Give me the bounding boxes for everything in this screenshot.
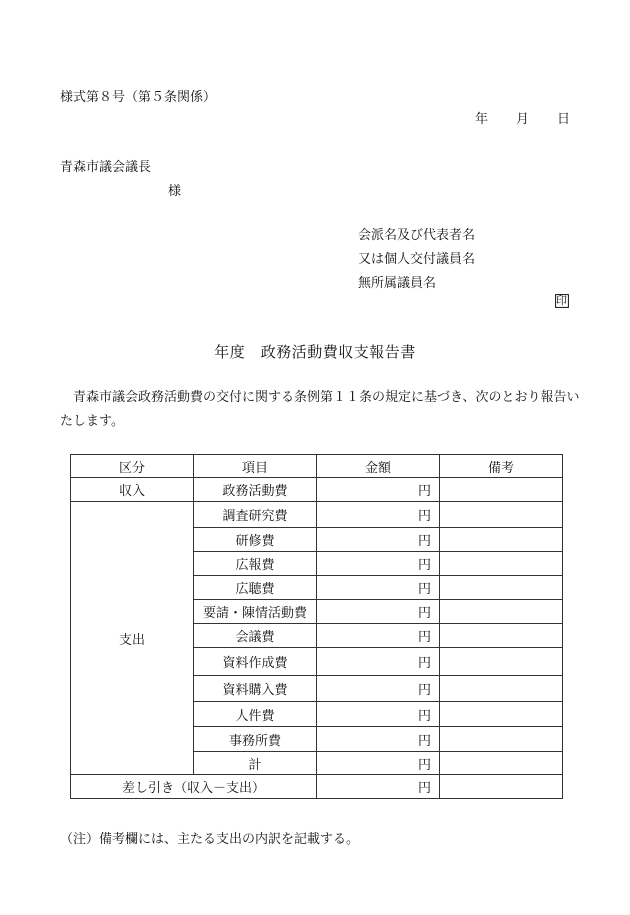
income-item-cell: 政務活動費 (194, 478, 317, 502)
amount-cell[interactable]: 円 (317, 478, 440, 502)
remarks-cell[interactable] (440, 624, 563, 648)
remarks-cell[interactable] (440, 576, 563, 600)
amount-cell[interactable]: 円 (317, 528, 440, 552)
sender-line-2: 又は個人交付議員名 (358, 252, 476, 267)
expense-item-cell: 要請・陳情活動費 (194, 600, 317, 624)
remarks-cell[interactable] (440, 528, 563, 552)
addressee-name: 青森市議会議長 (60, 160, 152, 175)
expense-item-cell: 会議費 (194, 624, 317, 648)
expense-item-cell: 資料作成費 (194, 648, 317, 676)
remarks-cell[interactable] (440, 727, 563, 752)
amount-cell[interactable]: 円 (317, 576, 440, 600)
remarks-cell[interactable] (440, 552, 563, 576)
remarks-cell[interactable] (440, 752, 563, 775)
amount-cell[interactable]: 円 (317, 624, 440, 648)
amount-cell[interactable]: 円 (317, 775, 440, 799)
seal-label: 印 (556, 294, 567, 307)
document-title: 年度 政務活動費収支報告書 (214, 343, 416, 361)
header-item: 項目 (194, 455, 317, 478)
addressee-honorific: 様 (168, 184, 182, 199)
expense-category-cell: 支出 (71, 502, 194, 775)
amount-cell[interactable]: 円 (317, 727, 440, 752)
remarks-cell[interactable] (440, 648, 563, 676)
remarks-cell[interactable] (440, 478, 563, 502)
remarks-cell[interactable] (440, 702, 563, 727)
amount-cell[interactable]: 円 (317, 702, 440, 727)
footnote: （注）備考欄には、主たる支出の内訳を記載する。 (60, 832, 360, 847)
date-year-label: 年 (474, 112, 488, 127)
expense-item-cell: 資料購入費 (194, 676, 317, 702)
expense-total-cell: 計 (194, 752, 317, 775)
table-row (71, 502, 563, 528)
amount-cell[interactable]: 円 (317, 676, 440, 702)
amount-cell[interactable]: 円 (317, 752, 440, 775)
report-table (70, 454, 563, 799)
remarks-cell[interactable] (440, 775, 563, 799)
remarks-cell[interactable] (440, 600, 563, 624)
date-month-label: 月 (515, 112, 529, 127)
expense-item-cell: 広聴費 (194, 576, 317, 600)
table-row-income (71, 478, 563, 502)
seal-mark (556, 295, 568, 307)
amount-cell[interactable]: 円 (317, 600, 440, 624)
expense-item-cell: 人件費 (194, 702, 317, 727)
expense-item-cell: 事務所費 (194, 727, 317, 752)
amount-cell[interactable]: 円 (317, 648, 440, 676)
sender-line-1: 会派名及び代表者名 (358, 228, 476, 243)
table-header-row (71, 455, 563, 478)
expense-item-cell: 研修費 (194, 528, 317, 552)
balance-label-cell: 差し引き（収入－支出） (71, 775, 317, 799)
remarks-cell[interactable] (440, 502, 563, 528)
remarks-cell[interactable] (440, 676, 563, 702)
header-amount: 金額 (317, 455, 440, 478)
date-line (475, 108, 570, 127)
amount-cell[interactable]: 円 (317, 502, 440, 528)
table-row-balance (71, 775, 563, 799)
expense-item-cell: 広報費 (194, 552, 317, 576)
date-day-label: 日 (556, 112, 570, 127)
income-category-cell: 収入 (71, 478, 194, 502)
expense-item-cell: 調査研究費 (194, 502, 317, 528)
amount-cell[interactable]: 円 (317, 552, 440, 576)
form-number: 様式第８号（第５条関係） (60, 90, 217, 105)
header-category: 区分 (71, 455, 194, 478)
body-paragraph: 青森市議会政務活動費の交付に関する条例第１１条の規定に基づき、次のとおり報告いたします。 (60, 390, 580, 429)
sender-line-3: 無所属議員名 (358, 276, 437, 291)
header-remarks: 備考 (440, 455, 563, 478)
